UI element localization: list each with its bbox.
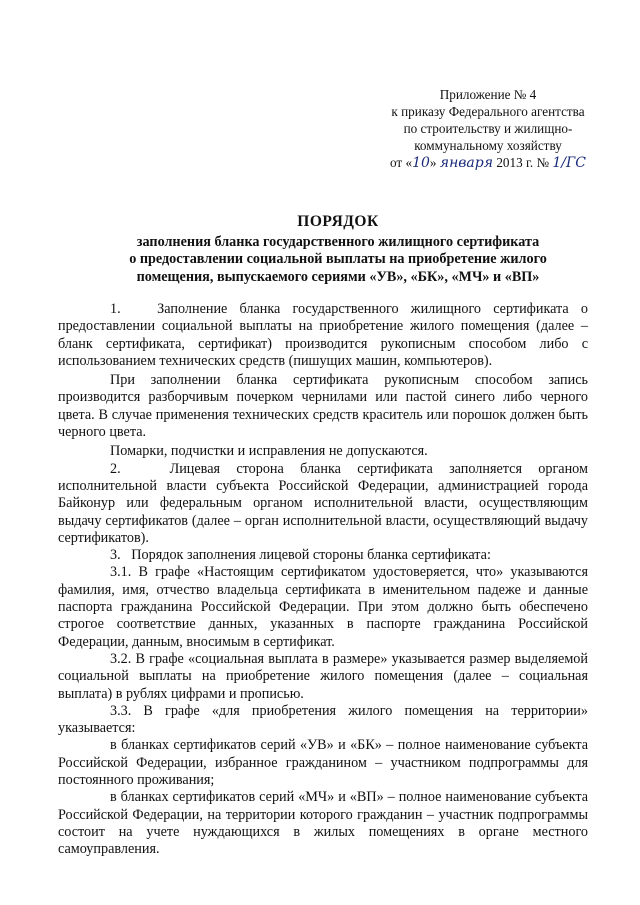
paragraph-3-1: 3.1. В графе «Настоящим сертификатом удостоверяется, что» указываются фамилия, имя, отчество владельца сертификата в именительном падеже и данные паспорта гражданина Российской Федерации. При этом должно быть обеспечено строгое соответствие данных, указанных в паспорте гражданина Российской Федерации, данным, вносимым в сертификат. xyxy=(58,564,588,650)
annex-agency-line: по строительству и жилищно- xyxy=(403,121,573,136)
document-title xyxy=(88,213,588,286)
title-sub-3: помещения, выпускаемого сериями «УВ», «БК», «МЧ» и «ВП» xyxy=(136,268,540,285)
paragraph-1: 1. Заполнение бланка государственного жилищного сертификата о предоставлении социальной выплаты на приобретение жилого помещения (далее – бланк сертификата, сертификат) производится рукописным способом либо с использованием технических средств (пишущих машин, компьютеров). xyxy=(58,301,588,369)
date-mid: » xyxy=(429,155,440,170)
order-number-handwritten: 1/ГС xyxy=(552,155,586,171)
paragraph-3-2: 3.2. В графе «социальная выплата в размере» указывается размер выделяемой социальной выплаты на приобретение жилого помещения (далее – социальная выплата) в рублях цифрами и прописью. xyxy=(58,650,588,702)
paragraph-3: 3. Порядок заполнения лицевой стороны бланка сертификата: xyxy=(110,547,491,564)
annex-order-line: к приказу Федерального агентства xyxy=(391,104,585,119)
date-prefix: от « xyxy=(390,155,413,170)
paragraph-3-3: 3.3. В графе «для приобретения жилого помещения на территории» указывается: xyxy=(58,702,588,737)
title-main: ПОРЯДОК xyxy=(297,213,379,230)
paragraph-handwriting: При заполнении бланка сертификата рукописным способом запись производится разборчивым почерком чернилами или пастой синего либо черного цвета. В случае применения технических средств краситель или порошок должен быть черного цвета. xyxy=(58,372,588,441)
annex-date-line xyxy=(372,154,604,172)
annex-header xyxy=(372,86,604,172)
date-year: 2013 г. № xyxy=(493,155,553,170)
date-day-handwritten: 10 xyxy=(412,155,430,171)
paragraph-series-mch-vp: в бланках сертификатов серий «МЧ» и «ВП» – полное наименование субъекта Российской Федерации, на территории которого гражданин – участник подпрограммы состоит на учете нуждающихся в жилых помещениях в органе местного самоуправления. xyxy=(58,789,588,858)
date-month-handwritten: января xyxy=(439,155,494,171)
title-sub-1: заполнения бланка государственного жилищного сертификата xyxy=(136,233,540,250)
paragraph-2: 2. Лицевая сторона бланка сертификата заполняется органом исполнительной власти субъекта Российской Федерации, администрацией города Байконур или федеральным органом исполнительной власти, осуществляющим выдачу сертификатов (далее – орган исполнительной власти, осуществляющий выдачу сертификатов). xyxy=(58,460,588,546)
paragraph-no-corrections: Помарки, подчистки и исправления не допускаются. xyxy=(110,443,428,460)
annex-number: Приложение № 4 xyxy=(439,87,537,102)
annex-agency-line-2: коммунальному хозяйству xyxy=(414,138,562,153)
paragraph-series-uv-bk: в бланках сертификатов серий «УВ» и «БК» – полное наименование субъекта Российской Федерации, избранное гражданином – участником подпрограммы для постоянного проживания; xyxy=(58,737,588,789)
document-body xyxy=(58,301,588,859)
title-sub-2: о предоставлении социальной выплаты на приобретение жилого xyxy=(129,251,547,267)
